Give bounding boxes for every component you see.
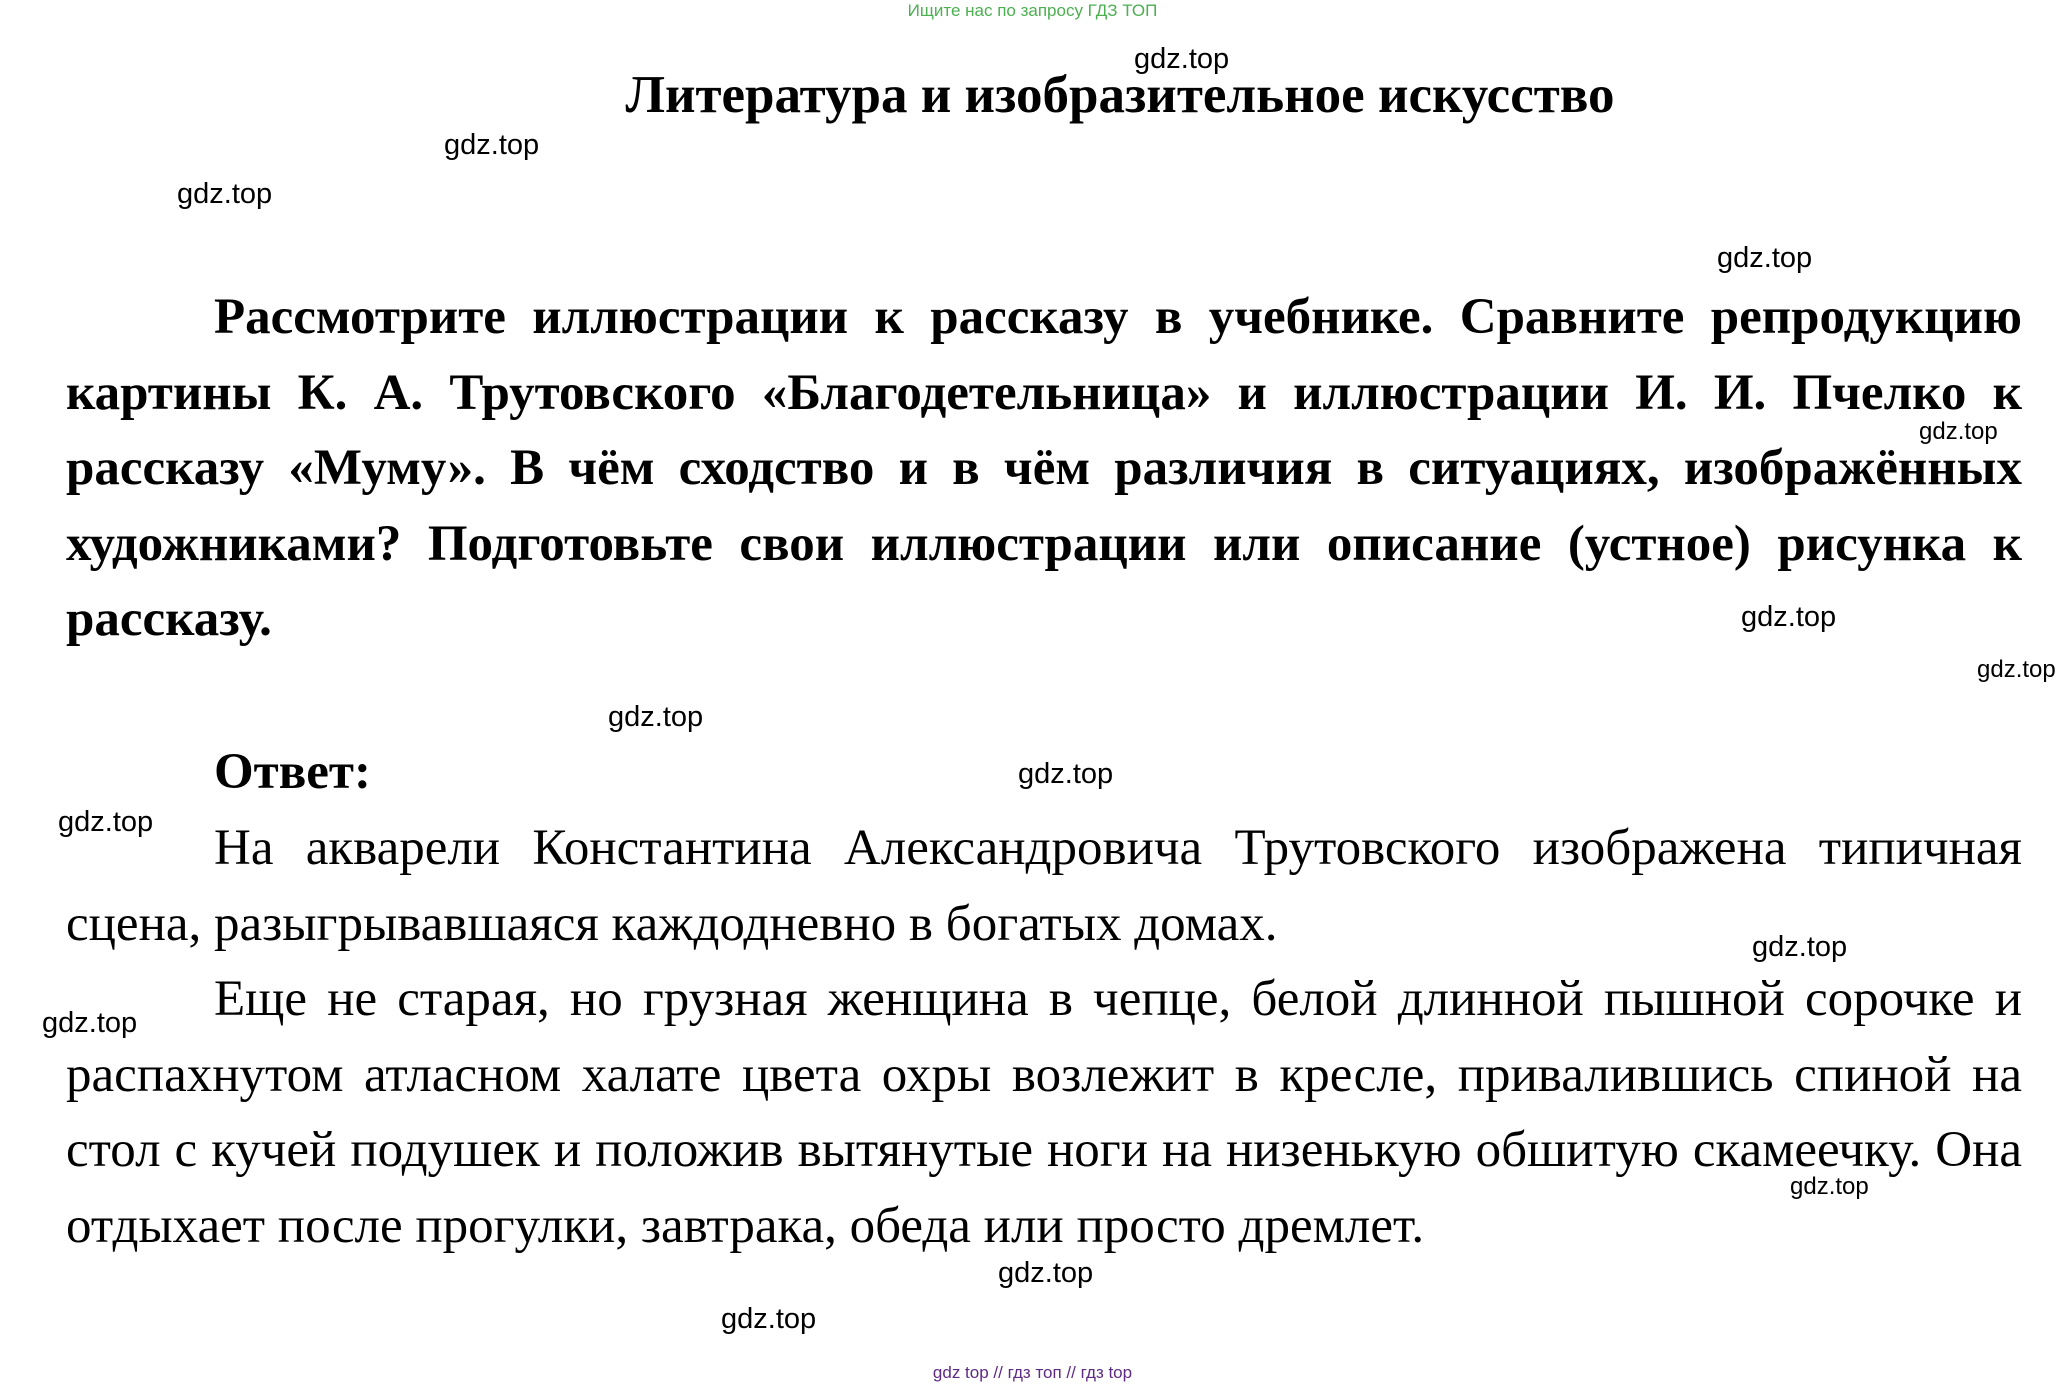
watermark: gdz.top <box>1752 931 1848 963</box>
answer-paragraph: Еще не старая, но грузная женщина в чепце, белой длинной пышной сорочке и распахнутом атласном халате цвета охры возлежит в кресле, привалившись спиной на стол с кучей подушек и положив вытянутые ноги на низенькую обшитую скамеечку. Она отдыхает после прогулки, завтрака, обеда или просто дремлет. <box>66 971 2022 1254</box>
watermark: gdz.top <box>444 129 540 161</box>
watermark: gdz.top <box>1018 758 1114 790</box>
watermark: gdz.top <box>1919 418 1998 445</box>
footer: gdz top // гдз топ // гдз top <box>932 1363 1133 1382</box>
watermark: gdz.top <box>1717 242 1813 274</box>
watermark: gdz.top <box>177 178 273 210</box>
watermark: gdz.top <box>58 806 154 838</box>
watermark: gdz.top <box>1741 601 1837 633</box>
watermark: gdz.top <box>1790 1173 1869 1200</box>
page-title: Литература и изобразительное искусство <box>625 66 1615 124</box>
watermark: gdz.top <box>608 701 704 733</box>
answer-heading: Ответ: <box>214 744 371 800</box>
watermark: gdz.top <box>1977 656 2056 683</box>
top-banner: Ищите нас по запросу ГДЗ ТОП <box>907 1 1158 20</box>
question-text: Рассмотрите иллюстрации к рассказу в учебнике. Сравните репродукцию картины К. А. Трутовского «Благодетельница» и иллюстрации И. И. Пчелко к рассказу «Муму». В чём сходство и в чём различия в ситуациях, изображённых художниками? Подготовьте свои иллюстрации или описание (устное) рисунка к рассказу. <box>66 289 2022 647</box>
watermark: gdz.top <box>998 1257 1094 1289</box>
answer-paragraph: На акварели Константина Александровича Трутовского изображена типичная сцена, разыгрывавшаяся каждодневно в богатых домах. <box>66 820 2022 952</box>
answer-body <box>66 811 2022 1264</box>
watermark: gdz.top <box>1134 43 1230 75</box>
watermark: gdz.top <box>721 1303 817 1335</box>
watermark: gdz.top <box>42 1007 138 1039</box>
